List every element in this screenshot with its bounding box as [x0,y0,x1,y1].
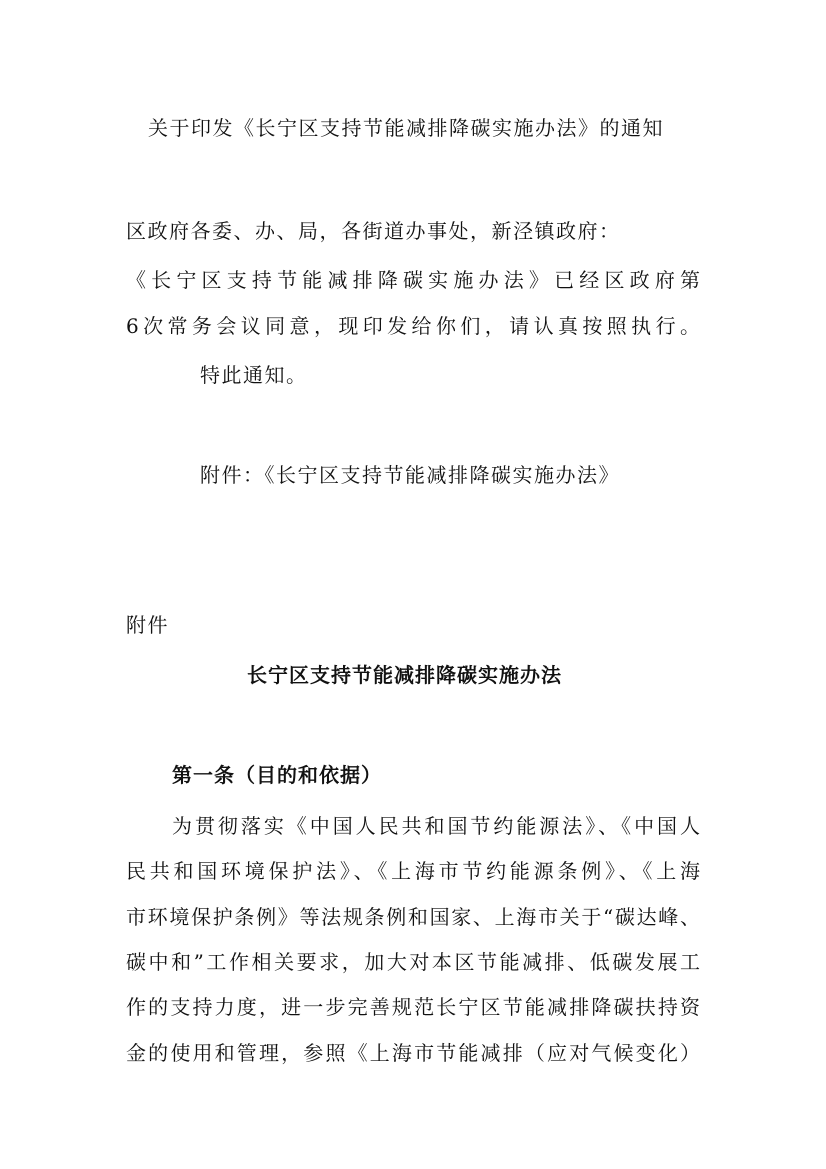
article-paragraph-line: 市环境保护条例》等法规条例和国家、上海市关于“碳达峰、 [126,905,700,929]
article-paragraph-line: 民共和国环境保护法》、《上海市节约能源条例》、《上海 [126,859,700,883]
notice-addressee: 区政府各委、办、局，各街道办事处，新泾镇政府： [126,219,621,243]
notice-closing: 特此通知。 [200,363,308,387]
notice-body-line: 6次常务会议同意，现印发给你们，请认真按照执行。 [126,314,700,338]
attachment-label: 附件 [126,613,169,637]
notice-body-line: 《长宁区支持节能减排降碳实施办法》已经区政府第 [126,268,700,292]
article-paragraph-line: 金的使用和管理，参照《上海市节能减排（应对气候变化） [126,1041,700,1065]
article-heading: 第一条（目的和依据） [172,763,382,787]
notice-title: 关于印发《长宁区支持节能减排降碳实施办法》的通知 [148,116,664,140]
notice-attachment-reference: 附件：《长宁区支持节能减排降碳实施办法》 [200,463,620,487]
article-paragraph-line: 作的支持力度，进一步完善规范长宁区节能减排降碳扶持资 [126,995,700,1019]
article-paragraph-line: 为贯彻落实《中国人民共和国节约能源法》、《中国人 [172,814,700,838]
article-paragraph-line: 碳中和”工作相关要求，加大对本区节能减排、低碳发展工 [126,950,700,974]
attachment-title: 长宁区支持节能减排降碳实施办法 [247,663,562,687]
